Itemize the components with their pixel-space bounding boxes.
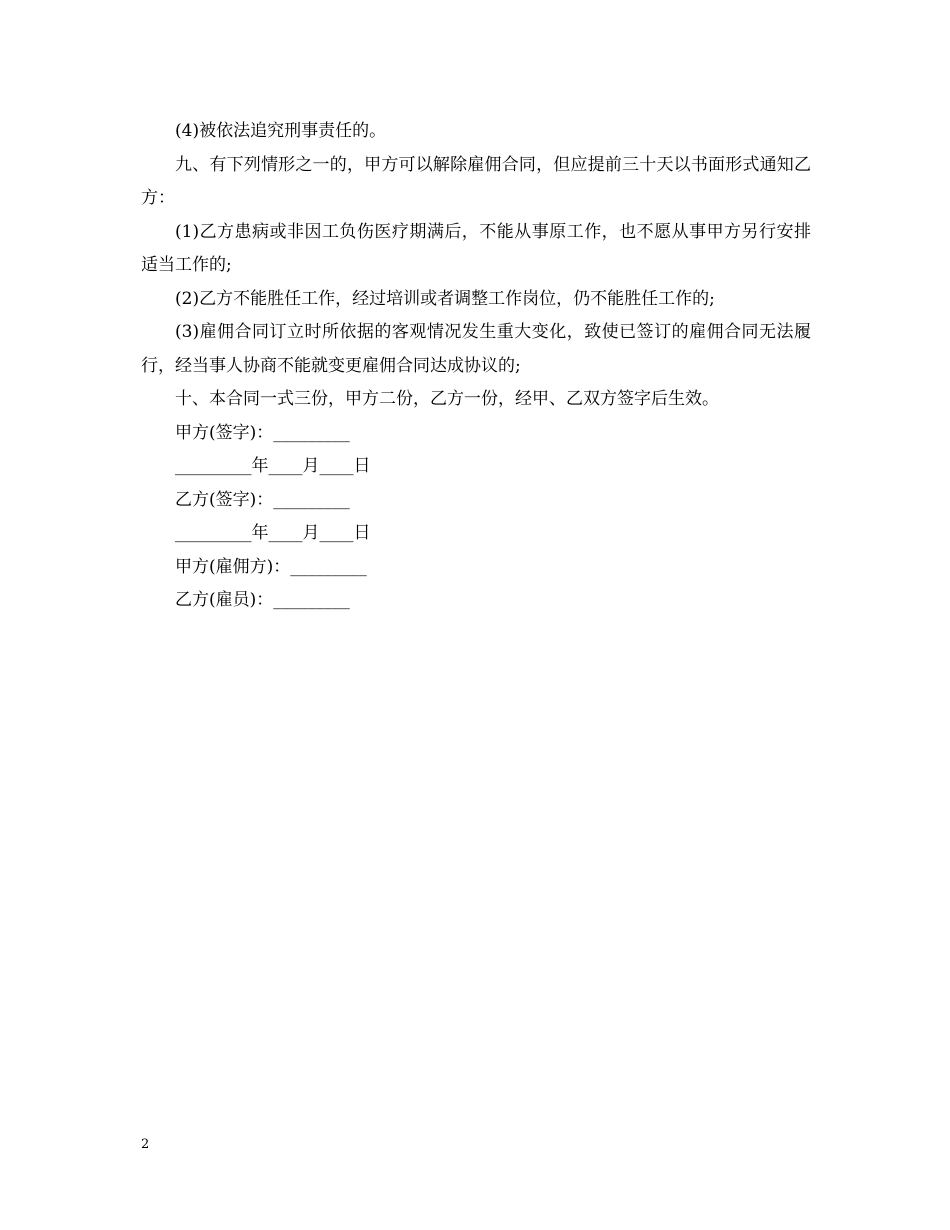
- party-a-date-line: _________年____月____日: [175, 456, 371, 476]
- party-b-date-line: _________年____月____日: [175, 523, 371, 543]
- clause-9-item-3: (3)雇佣合同订立时所依据的客观情况发生重大变化，致使已签订的雇佣合同无法履行，经当事人协商不能就变更雇佣合同达成协议的;: [141, 322, 811, 376]
- party-b-signature-line: 乙方(签字)：_________: [175, 489, 350, 510]
- clause-9-item-1: (1)乙方患病或非因工负伤医疗期满后，不能从事原工作，也不愿从事甲方另行安排适当工作的;: [141, 221, 811, 275]
- clause-8-item-4: (4)被依法追究刑事责任的。: [175, 121, 387, 141]
- clause-9-heading: 九、有下列情形之一的，甲方可以解除雇佣合同，但应提前三十天以书面形式通知乙方：: [141, 154, 811, 208]
- clause-10: 十、本合同一式三份，甲方二份，乙方一份，经甲、乙双方签字后生效。: [175, 389, 719, 409]
- employer-line: 甲方(雇佣方)：_________: [175, 556, 367, 577]
- party-a-signature-line: 甲方(签字)：_________: [175, 422, 350, 443]
- clause-9-item-2: (2)乙方不能胜任工作，经过培训或者调整工作岗位，仍不能胜任工作的;: [175, 288, 715, 309]
- page-number: 2: [141, 1137, 150, 1152]
- document-body: [141, 115, 811, 618]
- employee-line: 乙方(雇员)：_________: [175, 590, 350, 610]
